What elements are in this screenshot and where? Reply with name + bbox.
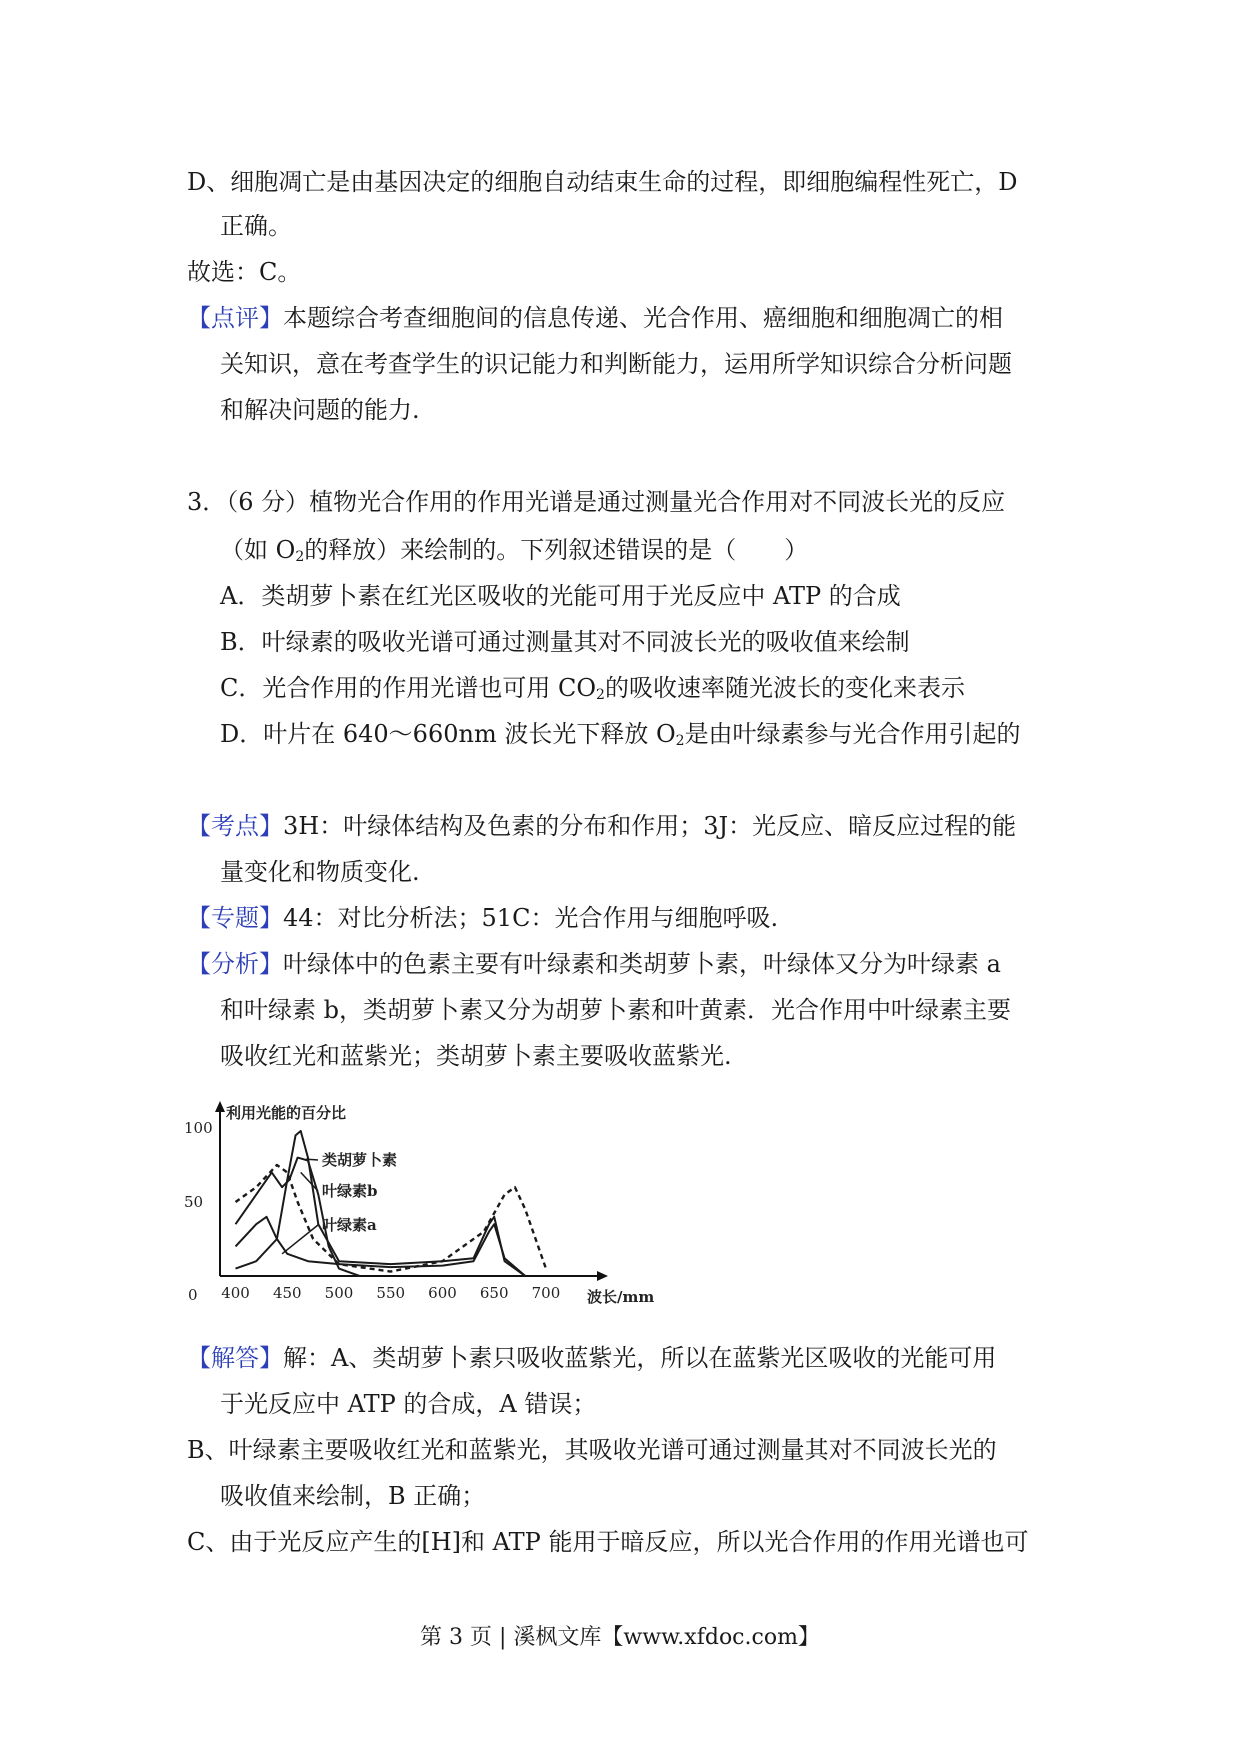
x-axis-label: 波长/mm [587, 1288, 655, 1306]
option-c: C．光合作用的作用光谱也可用 $CO_2$的吸收速率随光波长的变化来表示 [220, 674, 965, 703]
text-line: 和解决问题的能力. [220, 396, 420, 424]
text-line: 和叶绿素 b，类胡萝卜素又分为胡萝卜素和叶黄素．光合作用中叶绿素主要 [220, 996, 1011, 1024]
x-tick-label: 400 [221, 1284, 250, 1302]
kaodian-line: 【考点】3H：叶绿体结构及色素的分布和作用；3J：光反应、暗反应过程的能 [187, 812, 1017, 840]
text-line: 吸收红光和蓝紫光；类胡萝卜素主要吸收蓝紫光. [220, 1042, 732, 1070]
option-b: B．叶绿素的吸收光谱可通过测量其对不同波长光的吸收值来绘制 [220, 628, 910, 656]
x-tick-label: 600 [428, 1284, 457, 1302]
x-tick-label: 450 [272, 1284, 302, 1302]
x-tick-label: 650 [479, 1284, 509, 1302]
text-line: C、由于光反应产生的[H]和 ATP 能用于暗反应，所以光合作用的作用光谱也可 [187, 1528, 1029, 1556]
series-label: 叶绿素a [322, 1216, 377, 1234]
text-line: 于光反应中 ATP 的合成，A 错误； [220, 1390, 597, 1418]
x-axis-arrow [597, 1271, 608, 1281]
text-line: D、细胞凋亡是由基因决定的细胞自动结束生命的过程，即细胞编程性死亡，D [187, 168, 1018, 196]
kaodian-tag: 【考点】 [187, 812, 283, 840]
review-tag: 【点评】 [187, 304, 283, 332]
zhuanti-line: 【专题】44：对比分析法；51C：光合作用与细胞呼吸. [187, 904, 779, 932]
jieda-line: 【解答】解：A、类胡萝卜素只吸收蓝紫光，所以在蓝紫光区吸收的光能可用 [187, 1344, 997, 1372]
y-tick-label: 50 [184, 1193, 204, 1211]
page-footer: 第 3 页 | 溪枫文库【www.xfdoc.com】 [420, 1625, 820, 1650]
y-tick-label: 0 [188, 1286, 198, 1304]
review-text: 本题综合考查细胞间的信息传递、光合作用、癌细胞和细胞凋亡的相 [283, 304, 1003, 332]
jieda-tag: 【解答】 [187, 1344, 283, 1372]
text-line: 正确。 [220, 212, 292, 240]
legend-leader-0 [306, 1159, 318, 1160]
series-label: 叶绿素b [322, 1182, 378, 1200]
series-label: 类胡萝卜素 [322, 1151, 398, 1169]
text-line: B、叶绿素主要吸收红光和蓝紫光，其吸收光谱可通过测量其对不同波长光的 [187, 1436, 997, 1464]
y-axis-label: 利用光能的百分比 [226, 1104, 347, 1122]
y-tick-label: 100 [184, 1119, 213, 1137]
zhuanti-tag: 【专题】 [187, 904, 283, 932]
text-line: 吸收值来绘制，B 正确； [220, 1482, 486, 1510]
fenxi-tag: 【分析】 [187, 950, 283, 978]
absorption-spectrum-chart [182, 1098, 655, 1320]
y-axis-arrow [215, 1101, 225, 1112]
x-tick-label: 500 [324, 1284, 354, 1302]
text-line: 量变化和物质变化. [220, 858, 420, 886]
review-line [187, 302, 1003, 334]
fenxi-line: 【分析】叶绿体中的色素主要有叶绿素和类胡萝卜素，叶绿体又分为叶绿素 a [187, 950, 1001, 978]
question-3: 3．（6 分）植物光合作用的作用光谱是通过测量光合作用对不同波长光的反应 [187, 488, 1006, 516]
x-tick-label: 700 [531, 1284, 561, 1302]
series-line-3 [236, 1165, 546, 1272]
option-d: D．叶片在 640～660nm 波长光下释放 $O_2$是由叶绿素参与光合作用引起的 [220, 720, 1021, 749]
text-line: 故选：C。 [187, 258, 302, 286]
text-line: 关知识，意在考查学生的识记能力和判断能力，运用所学知识综合分析问题 [220, 350, 1012, 378]
question-3-cont: （如 $O_2$的释放）来绘制的。下列叙述错误的是（ ） [220, 536, 809, 565]
x-tick-label: 550 [376, 1284, 406, 1302]
option-a: A．类胡萝卜素在红光区吸收的光能可用于光反应中 ATP 的合成 [220, 582, 901, 610]
